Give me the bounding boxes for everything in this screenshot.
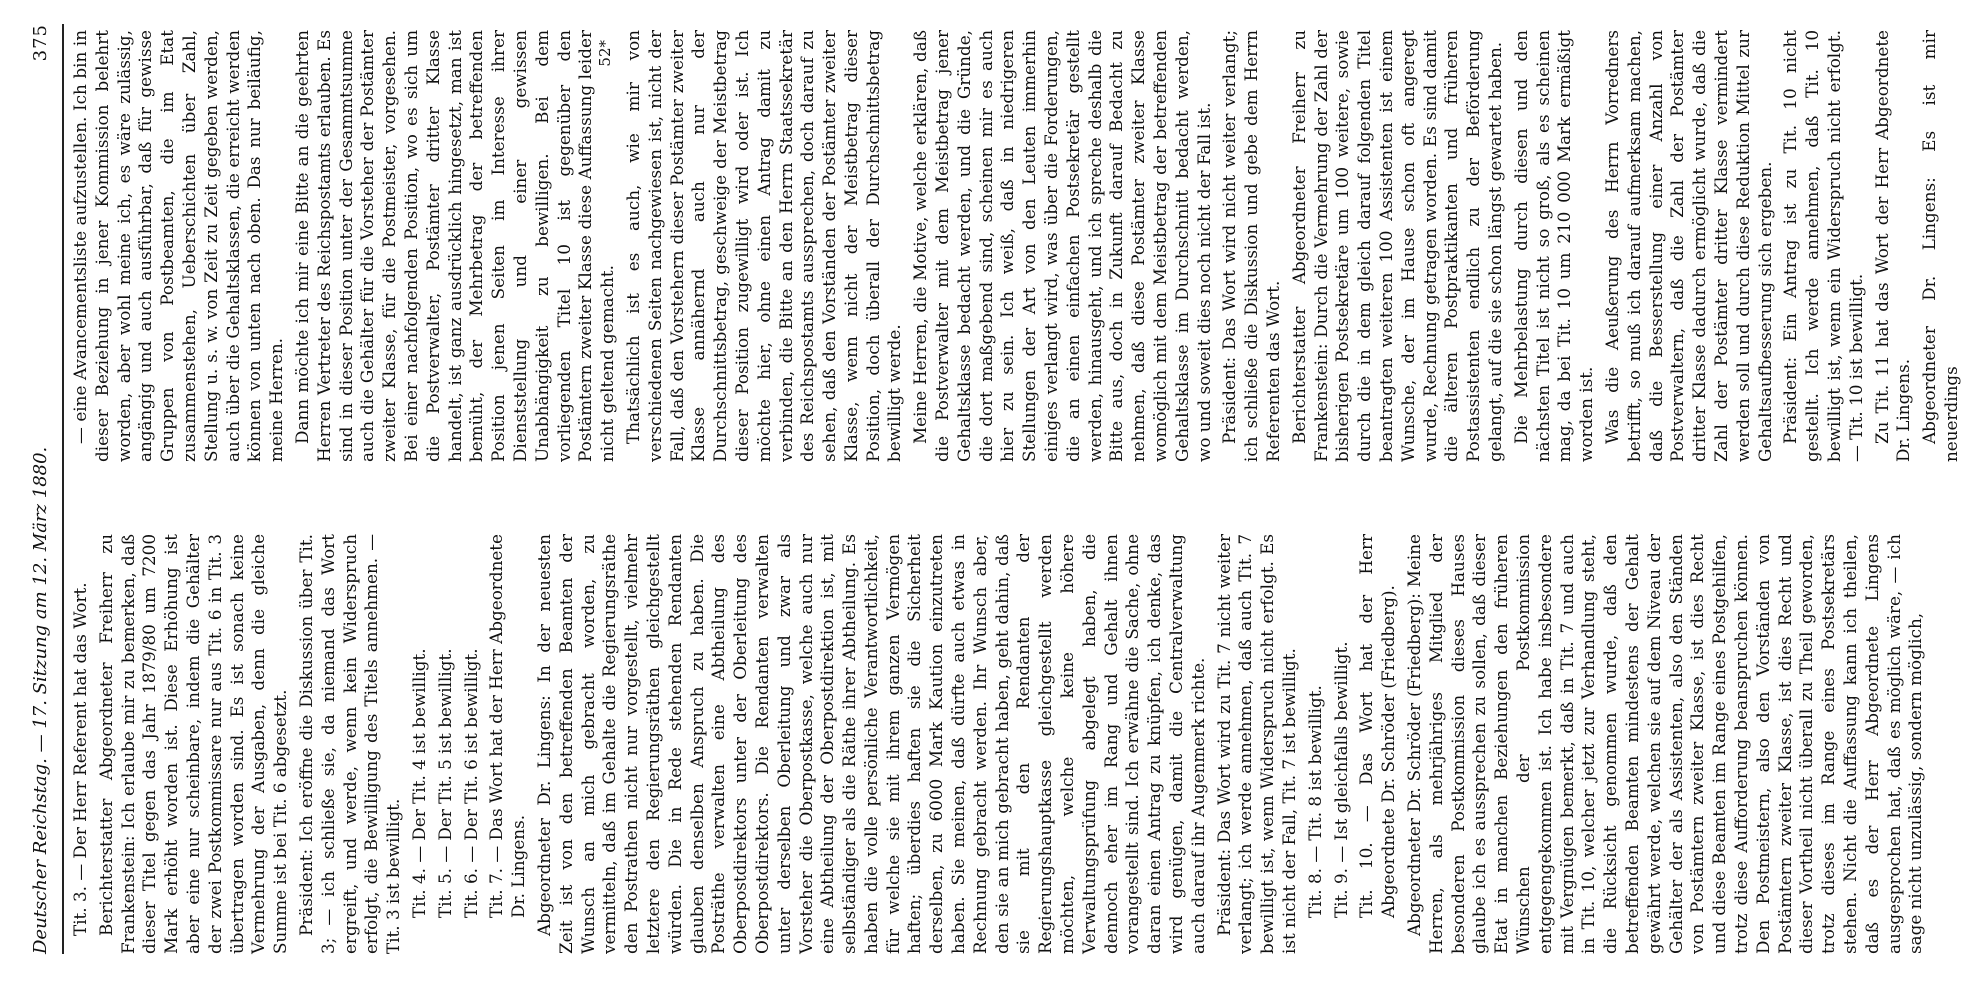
left-column: [70, 534, 1931, 954]
paragraph: Dann möchte ich mir eine Bitte an die geehrten Herren Vertreter des Reichspostamts erlauben. Es sind in dieser Position unter der Gesammtsumme auch die Gehälter für die Vorsteher der Postämter zweiter Klasse, für die Postmeister, vorgesehen. Bei einer nachfolgenden Position, wo es sich um die Postverwalter, Postämter dritter Klasse handelt, ist ganz ausdrücklich hingesetzt, man ist bemüht, der Mehrbetrag der betreffenden Position jenen Seiten im Interesse ihrer Dienststellung und einer gewissen Unabhängigkeit zu bewilligen. Bei dem vorliegenden Titel 10 ist gegenüber den Postämtern zweiter Klasse diese Auffassung leider nicht geltend gemacht.: [291, 30, 618, 462]
paragraph: Abgeordneter Dr. Lingens: Es ist mir neuerdings: [1919, 30, 1961, 462]
title-line: Tit. 7. — Das Wort hat der Herr Abgeordnete Dr. Lingens.: [486, 534, 529, 918]
paragraph: Berichterstatter Abgeordneter Freiherr zu Frankenstein: Durch die Vermehrung der Zahl der bisherigen Postsekretäre um 100 weitere, sowie durch die in dem gleich darauf folgenden Titel beantragten weiteren 100 Assistenten ist einem Wunsche, der im Hause schon oft angeregt wurde, Rechnung getragen worden. Es sind damit die älteren Postpraktikanten und früheren Postassistenten endlich zu der Beförderung gelangt, auf die sie schon längst gewartet haben.: [1288, 30, 1505, 462]
paragraph: — eine Avancementsliste aufzustellen. Ich bin in dieser Beziehung in jener Kommission belehrt worden, aber wohl meine ich, es wäre zulässig, angängig und auch ausführbar, daß für gewisse Gruppen von Postbeamten, die im Etat zusammenstehen, Ueberschichten über Zahl, Stellung u. s. w. von Zeit zu Zeit gegeben werden, auch über die Gehaltsklassen, die erreicht werden können von unten nach oben. Das nur beiläufig, meine Herren.: [70, 30, 287, 462]
title-line: Tit. 8. — Tit. 8 ist bewilligt.: [1304, 685, 1325, 918]
paragraph: Präsident: Das Wort wird nicht weiter verlangt; ich schließe die Diskussion und gebe dem Herrn Referenten das Wort.: [1219, 30, 1284, 462]
title-line: Tit. 9. — Ist gleichfalls bewilligt.: [1330, 641, 1351, 918]
paragraph: Präsident: Das Wort wird zu Tit. 7 nicht weiter verlangt; ich werde annehmen, daß auch Tit. 7 bewilligt ist, wenn Widerspruch nicht erfolgt. Es ist nicht der Fall, Tit. 7 ist bewilligt.: [1213, 534, 1300, 954]
title-line: Tit. 6. — Der Tit. 6 ist bewilligt.: [460, 648, 481, 918]
paragraph: Thatsächlich ist es auch, wie mir von verschiedenen Seiten nachgewiesen ist, nicht der Fall, daß den Vorstehern dieser Postämter zweiter Klasse annähernd auch nur der Durchschnittsbetrag, geschweige der Meistbetrag dieser Position zugewilligt wird oder ist. Ich möchte hier, ohne einen Antrag damit zu verbinden, die Bitte an den Herrn Staatssekretär des Reichspostamts aussprechen, doch darauf zu sehen, daß den Vorständen der Postämter zweiter Klasse, wenn nicht der Meistbetrag dieser Position, doch überall der Durchschnittsbetrag bewilligt werde.: [622, 30, 905, 462]
paragraph: Meine Herren, die Motive, welche erklären, daß die Postverwalter mit dem Meistbetrag jener Gehaltsklasse bedacht werden, und die Gründe, die dort maßgebend sind, scheinen mir es auch hier zu sein. Ich weiß, daß in niedrigeren Stellungen der Art von den Leuten immerhin einiges verlangt wird, was über die Forderungen, die an einen einfachen Postsekretär gestellt werden, hinausgeht, und ich spreche deshalb die Bitte aus, doch in Zukunft darauf Bedacht zu nehmen, daß diese Postämter zweiter Klasse womöglich mit dem Meistbetrag der betreffenden Gehaltsklasse im Durchschnitt bedacht werden, wo und soweit dies noch nicht der Fall ist.: [910, 30, 1214, 462]
title-line: Tit. 10. — Das Wort hat der Herr Abgeordnete Dr. Schröder (Friedberg).: [1356, 534, 1399, 918]
paragraph: Präsident: Ich eröffne die Diskussion über Tit. 3; — ich schließe sie, da niemand das Wort ergreift, und werde, wenn kein Widerspruch erfolgt, die Bewilligung des Titels annehmen. — Tit. 3 ist bewilligt.: [295, 534, 404, 954]
paragraph: Die Mehrbelastung durch diesen und den nächsten Titel ist nicht so groß, als es scheinen mag, da bei Tit. 10 um 210 000 Mark ermäßigt worden ist.: [1510, 30, 1597, 462]
paragraph: Präsident: Ein Antrag ist zu Tit. 10 nicht gestellt. Ich werde annehmen, daß Tit. 10 bewilligt ist, wenn ein Widerspruch nicht erfolgt. — Tit. 10 ist bewilligt.: [1780, 30, 1866, 462]
right-column: [70, 30, 1967, 462]
page-number: 375: [30, 24, 51, 62]
paragraph: Zu Tit. 11 hat das Wort der Herr Abgeordnete Dr. Lingens.: [1871, 30, 1914, 462]
paragraph: Abgeordneter Dr. Lingens: In der neuesten Zeit ist von den betreffenden Beamten der Wunsch an mich gebracht worden, zu vermitteln, daß im Gehalte die Regierungsräthe den Postrathen nicht nur vorgestellt, vielmehr letztere den Regierungsräthen gleichgestellt würden. Die in Rede stehenden Rendanten glauben denselben Anspruch zu haben. Die Posträthe verwalten eine Abtheilung des Oberpostdirektors unter der Oberleitung des Oberpostdirektors. Die Rendanten verwalten unter derselben Oberleitung und zwar als Vorsteher die Oberpostkasse, welche auch nur eine Abtheilung der Oberpostdirektion ist, mit selbständiger als die Räthe ihrer Abtheilung. Es haben die volle persönliche Verantwortlichkeit, für welche sie mit ihrem ganzen Vermögen haften; überdies haften sie die Sicherheit derselben, zu 6000 Mark Kaution einzutreten haben. Sie meinen, daß dürfte auch etwas in Rechnung gebracht werden. Ihr Wunsch aber, den sie an mich gebracht haben, geht dahin, daß sie mit den Rendanten der Regierungshauptkasse gleichgestellt werden möchten, welche keine höhere Verwaltungsprüfung abgelegt haben, die dennoch eher im Rang und Gehalt ihnen vorangestellt sind. Ich erwähne die Sache, ohne daran einen Antrag zu knüpfen, ich denke, das wird genügen, damit die Centralverwaltung auch darauf ihr Augenmerk richte.: [533, 534, 1208, 954]
title-line: Tit. 4. — Der Tit. 4 ist bewilligt.: [408, 648, 429, 918]
title-line: Tit. 5. — Der Tit. 5 ist bewilligt.: [434, 648, 455, 918]
paragraph: Berichterstatter Abgeordneter Freiherr zu Frankenstein: Ich erlaube mir zu bemerken, daß dieser Titel gegen das Jahr 1879/80 um 7200 Mark erhöht worden ist. Diese Erhöhung ist aber eine nur scheinbare, indem die Gehälter der zwei Postkommissare nur aus Tit. 6 in Tit. 3 übertragen worden sind. Es ist sonach keine Vermehrung der Ausgaben, denn die gleiche Summe ist bei Tit. 6 abgesetzt.: [95, 534, 291, 954]
header-rule: [62, 24, 64, 954]
page-header: [30, 24, 62, 954]
signature-mark: 52*: [596, 40, 614, 67]
paragraph: Was die Aeußerung des Herrn Vorredners betrifft, so muß ich darauf aufmerksam machen, daß die Besserstellung einer Anzahl von Postverwaltern, daß die Zahl der Postämter dritter Klasse dadurch ermöglicht wurde, daß die Zahl der Postämter dritter Klasse vermindert werden soll und durch diese Reduktion Mittel zur Gehaltsaufbesserung sich ergeben.: [1601, 30, 1775, 462]
page-title: Deutscher Reichstag. — 17. Sitzung am 12. März 1880.: [30, 446, 51, 954]
paragraph: Abgeordneter Dr. Schröder (Friedberg): Meine Herren, als mehrjähriges Mitglied der besonderen Postkommission dieses Hauses glaube ich es aussprechen zu sollen, daß dieser Etat in manchen Beziehungen den früheren Wünschen der Postkommission entgegengekommen ist. Ich habe insbesondere mit Vergnügen bemerkt, daß in Tit. 7 und auch in Tit. 10, welcher jetzt zur Verhandlung steht, die Rücksicht genommen wurde, daß den betreffenden Beamten mindestens der Gehalt gewährt werde, welchen sie auf dem Niveau der Gehälter der als Assistenten, also den Ständen von Postämtern zweiter Klasse, ist dies Recht und diese Beamten im Range eines Postgehilfen, trotz diese Aufforderung beanspruchen können. Den Postmeistern, also den Vorständen von Postämtern zweiter Klasse, ist dies Recht und dieser Vortheil nicht überall zu Theil geworden, trotz dieses im Range eines Postsekretärs stehen. Nicht die Auffassung kann ich theilen, daß es der Herr Abgeordnete Lingens ausgesprochen hat, daß es möglich wäre, — ich sage nicht unzulässig, sondern möglich,: [1404, 534, 1926, 954]
paragraph: Tit. 3. — Der Herr Referent hat das Wort.: [70, 582, 90, 936]
